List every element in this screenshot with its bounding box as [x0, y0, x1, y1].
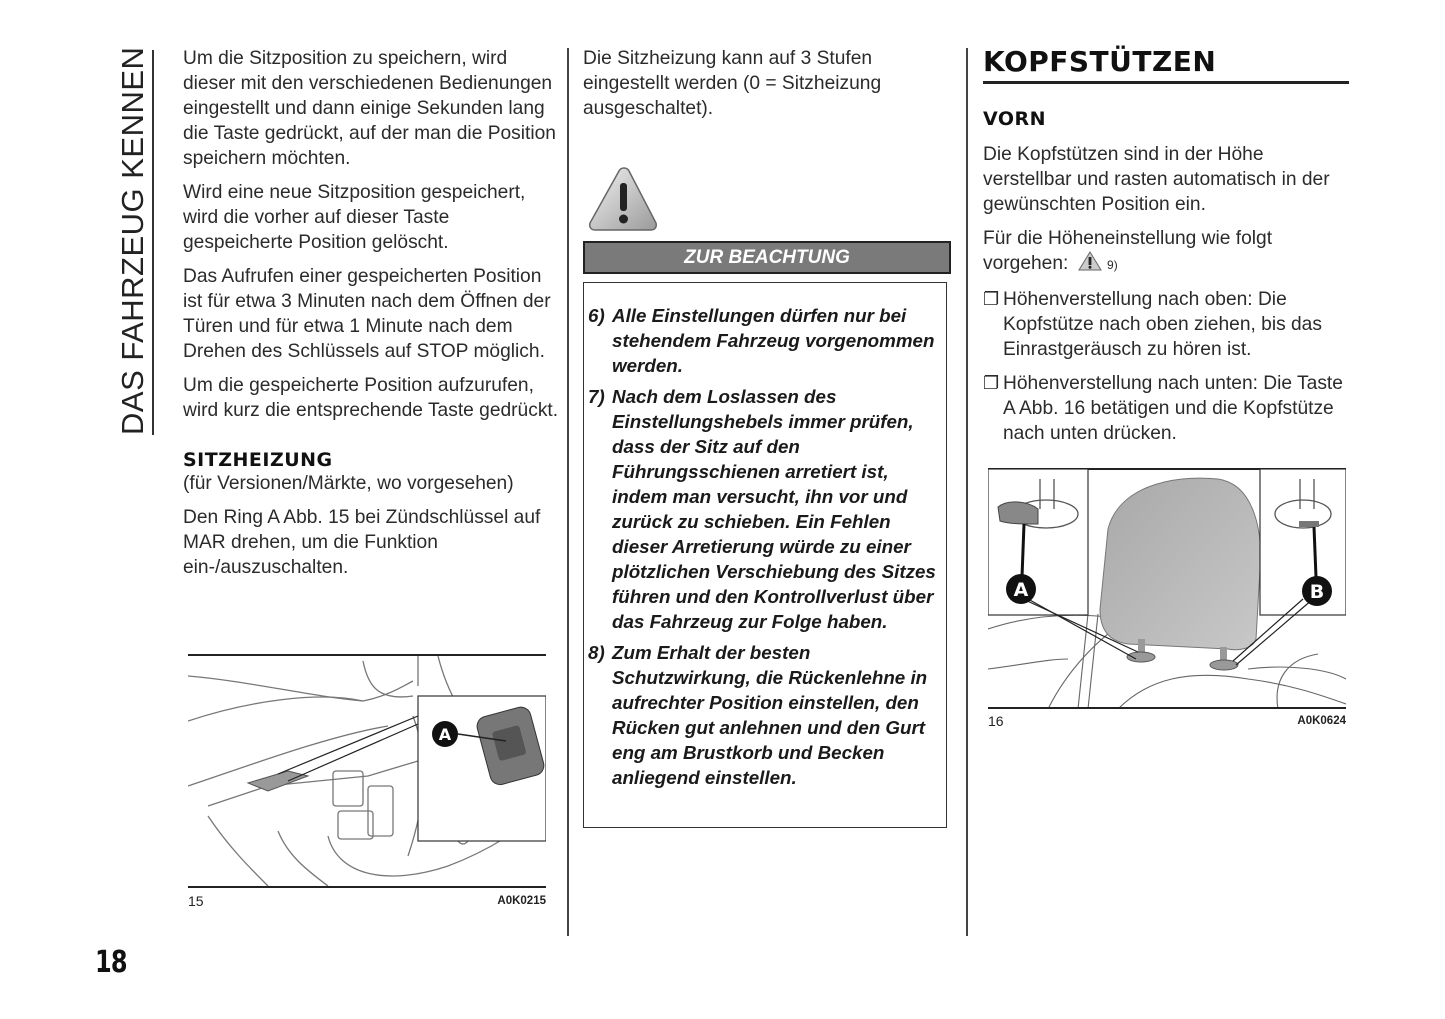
checkbox-square-icon: ❐ [983, 373, 1000, 393]
paragraph: Wird eine neue Sitzposition gespeichert, wird die vorher auf dieser Taste gespeicherte Position gelöscht. [183, 182, 526, 253]
seat-heating-switch-illustration [188, 656, 546, 886]
warning-item [588, 384, 942, 634]
warning-box [583, 282, 947, 828]
checkbox-square-icon: ❐ [983, 289, 1000, 309]
figure-bottom-rule [188, 886, 546, 888]
paragraph-text: Für die Höheneinstellung wie folgt vorgehen: [983, 228, 1273, 274]
figure-number: 15 [188, 893, 204, 909]
heading-rule [983, 81, 1349, 84]
list-item-text: Höhenverstellung nach oben: Die Kopfstütze nach oben ziehen, bis das Einrastgeräusch zu hören ist. [1003, 289, 1322, 360]
callout-a-label: A [438, 725, 452, 744]
chapter-rule [152, 50, 154, 435]
section-heading-sitzheizung: SITZHEIZUNG [183, 449, 333, 471]
column-2 [583, 46, 953, 130]
warning-triangle-icon [1078, 251, 1102, 271]
warning-title-bar: ZUR BEACHTUNG [583, 241, 951, 274]
warning-text: Zum Erhalt der besten Schutzwirkung, die Rückenlehne in aufrechter Position einstellen, den Rücken gut anlehnen und den Gurt eng am Brustkorb und Becken anliegend einstellen. [612, 642, 928, 788]
list-item-text: Höhenverstellung nach unten: Die Taste A Abb. 16 betätigen und die Kopfstütze nach unten drücken. [1003, 373, 1343, 444]
paragraph: Die Sitzheizung kann auf 3 Stufen eingestellt werden (0 = Sitzheizung ausgeschaltet). [583, 48, 882, 119]
figure-code: A0K0624 [1297, 715, 1346, 727]
warning-number: 7) [588, 386, 605, 407]
paragraph: Um die gespeicherte Position aufzurufen, wird kurz die entsprechende Taste gedrückt. [183, 375, 559, 421]
list-item [983, 371, 1353, 446]
warning-text: Nach dem Loslassen des Einstellungshebels immer prüfen, dass der Sitz auf den Führungsschienen arretiert ist, indem man versucht, ihn vor und zurück zu schieben. Ein Fehlen dieser Arretierung würde zu einer plötzlichen Verschiebung des Sitzes führen und den Kontrollverlust über das Fahrzeug zur Folge haben. [612, 386, 936, 632]
warning-number: 6) [588, 305, 605, 326]
paragraph: Den Ring A Abb. 15 bei Zündschlüssel auf MAR drehen, um die Funktion ein-/auszuschalten. [183, 507, 541, 578]
page-number: 18 [95, 945, 127, 980]
headrest-illustration [988, 469, 1346, 709]
warning-item [588, 640, 942, 790]
chapter-title: DAS FAHRZEUG KENNEN [115, 46, 150, 435]
chapter-title-vertical [100, 46, 160, 435]
paragraph: Das Aufrufen einer gespeicherten Position ist für etwa 3 Minuten nach dem Öffnen der Türen und für etwa 1 Minute nach dem Drehen des Schlüssels auf STOP möglich. [183, 266, 551, 362]
column-divider [567, 48, 569, 936]
column-1 [183, 46, 563, 589]
heading-kopfstuetzen: KOPFSTÜTZEN [983, 45, 1217, 78]
warning-reference: 9) [1107, 258, 1118, 272]
list-item [983, 287, 1353, 362]
figure-16 [988, 468, 1346, 733]
paragraph [983, 226, 1353, 278]
column-3 [983, 46, 1353, 455]
callout-b-label: B [1309, 581, 1325, 603]
figure-15 [188, 654, 546, 914]
warning-item [588, 303, 942, 378]
warning-triangle-icon [588, 165, 658, 233]
section-subtitle: (für Versionen/Märkte, wo vorgesehen) [183, 473, 514, 494]
figure-bottom-rule [988, 707, 1346, 709]
warning-number: 8) [588, 642, 605, 663]
figure-number: 16 [988, 713, 1004, 729]
callout-a-label: A [1013, 579, 1029, 601]
figure-code: A0K0215 [497, 895, 546, 907]
paragraph: Die Kopfstützen sind in der Höhe verstellbar und rasten automatisch in der gewünschten Position ein. [983, 144, 1330, 215]
warning-text: Alle Einstellungen dürfen nur bei stehendem Fahrzeug vorgenommen werden. [612, 305, 935, 376]
subheading-vorn: VORN [983, 108, 1047, 130]
paragraph: Um die Sitzposition zu speichern, wird dieser mit den verschiedenen Bedienungen eingestellt und dann einige Sekunden lang die Taste gedrückt, auf der man die Position speichern möchten. [183, 48, 556, 169]
column-divider [966, 48, 968, 936]
